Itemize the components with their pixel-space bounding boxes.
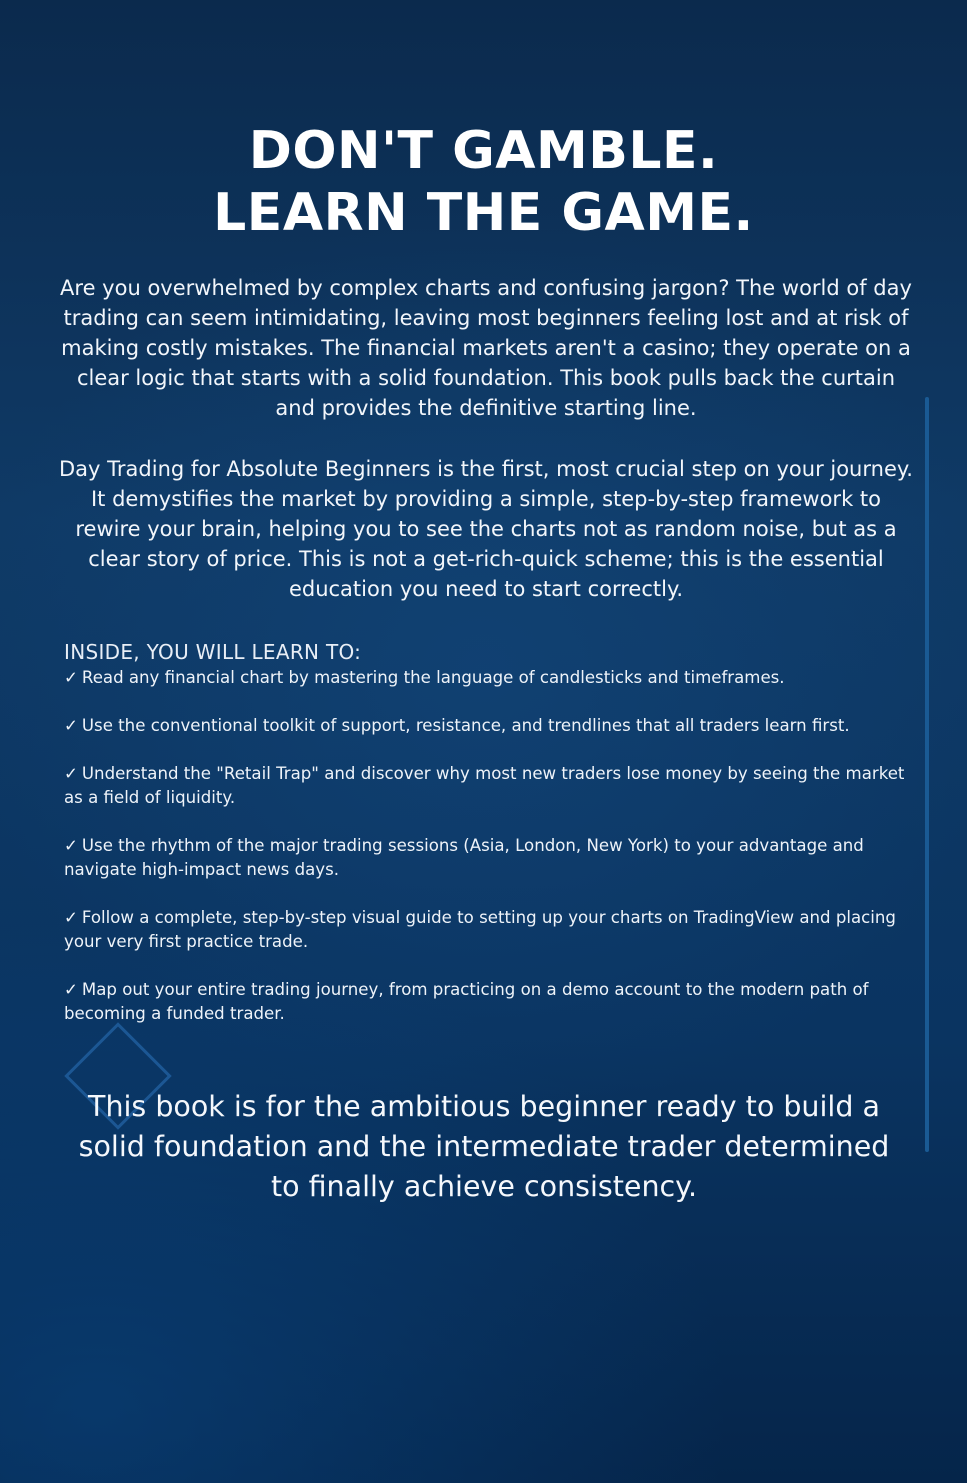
checkmark-icon: ✓	[64, 980, 78, 999]
learn-item-text: Understand the "Retail Trap" and discover why most new traders lose money by seeing the market as a field of liquidity.	[64, 764, 905, 807]
checkmark-icon: ✓	[64, 764, 78, 783]
intro-paragraph-1: Are you overwhelmed by complex charts and confusing jargon? The world of day trading can seem intimidating, leaving most beginners feeling lost and at risk of making costly mistakes. The financial markets aren't a casino; they operate on a clear logic that starts with a solid foundation. This book pulls back the curtain and provides the definitive starting line.	[60, 276, 912, 420]
checkmark-icon: ✓	[64, 716, 78, 735]
decorative-vertical-line	[925, 397, 929, 1152]
learn-item-text: Map out your entire trading journey, from practicing on a demo account to the modern path of becoming a funded trader.	[64, 980, 869, 1023]
learn-list-item	[64, 762, 914, 810]
closing-statement: This book is for the ambitious beginner ready to build a solid foundation and the intermediate trader determined to finally achieve consistency.	[78, 1090, 890, 1203]
learn-item-text: Use the rhythm of the major trading sessions (Asia, London, New York) to your advantage and navigate high-impact news days.	[64, 836, 864, 879]
checkmark-icon: ✓	[64, 908, 78, 927]
learn-item-text: Use the conventional toolkit of support, resistance, and trendlines that all traders learn first.	[81, 716, 850, 735]
learn-item-text: Follow a complete, step-by-step visual guide to setting up your charts on TradingView and placing your very first practice trade.	[64, 908, 896, 951]
learn-item-text: Read any financial chart by mastering the language of candlesticks and timeframes.	[81, 668, 785, 687]
intro-paragraph-2: Day Trading for Absolute Beginners is the first, most crucial step on your journey. It demystifies the market by providing a simple, step-by-step framework to rewire your brain, helping you to see the charts not as random noise, but as a clear story of price. This is not a get-rich-quick scheme; this is the essential education you need to start correctly.	[59, 457, 913, 601]
checkmark-icon: ✓	[64, 836, 78, 855]
learn-list-item	[64, 978, 914, 1026]
learn-list-item	[64, 714, 914, 738]
headline-line-2: LEARN THE GAME.	[213, 183, 754, 243]
headline-line-1: DON'T GAMBLE.	[248, 121, 719, 181]
learn-list	[64, 666, 914, 1050]
learn-list-item	[64, 666, 914, 690]
learn-heading: INSIDE, YOU WILL LEARN TO:	[64, 640, 362, 664]
learn-list-item	[64, 834, 914, 882]
learn-list-item	[64, 906, 914, 954]
checkmark-icon: ✓	[64, 668, 78, 687]
headline	[0, 120, 967, 244]
